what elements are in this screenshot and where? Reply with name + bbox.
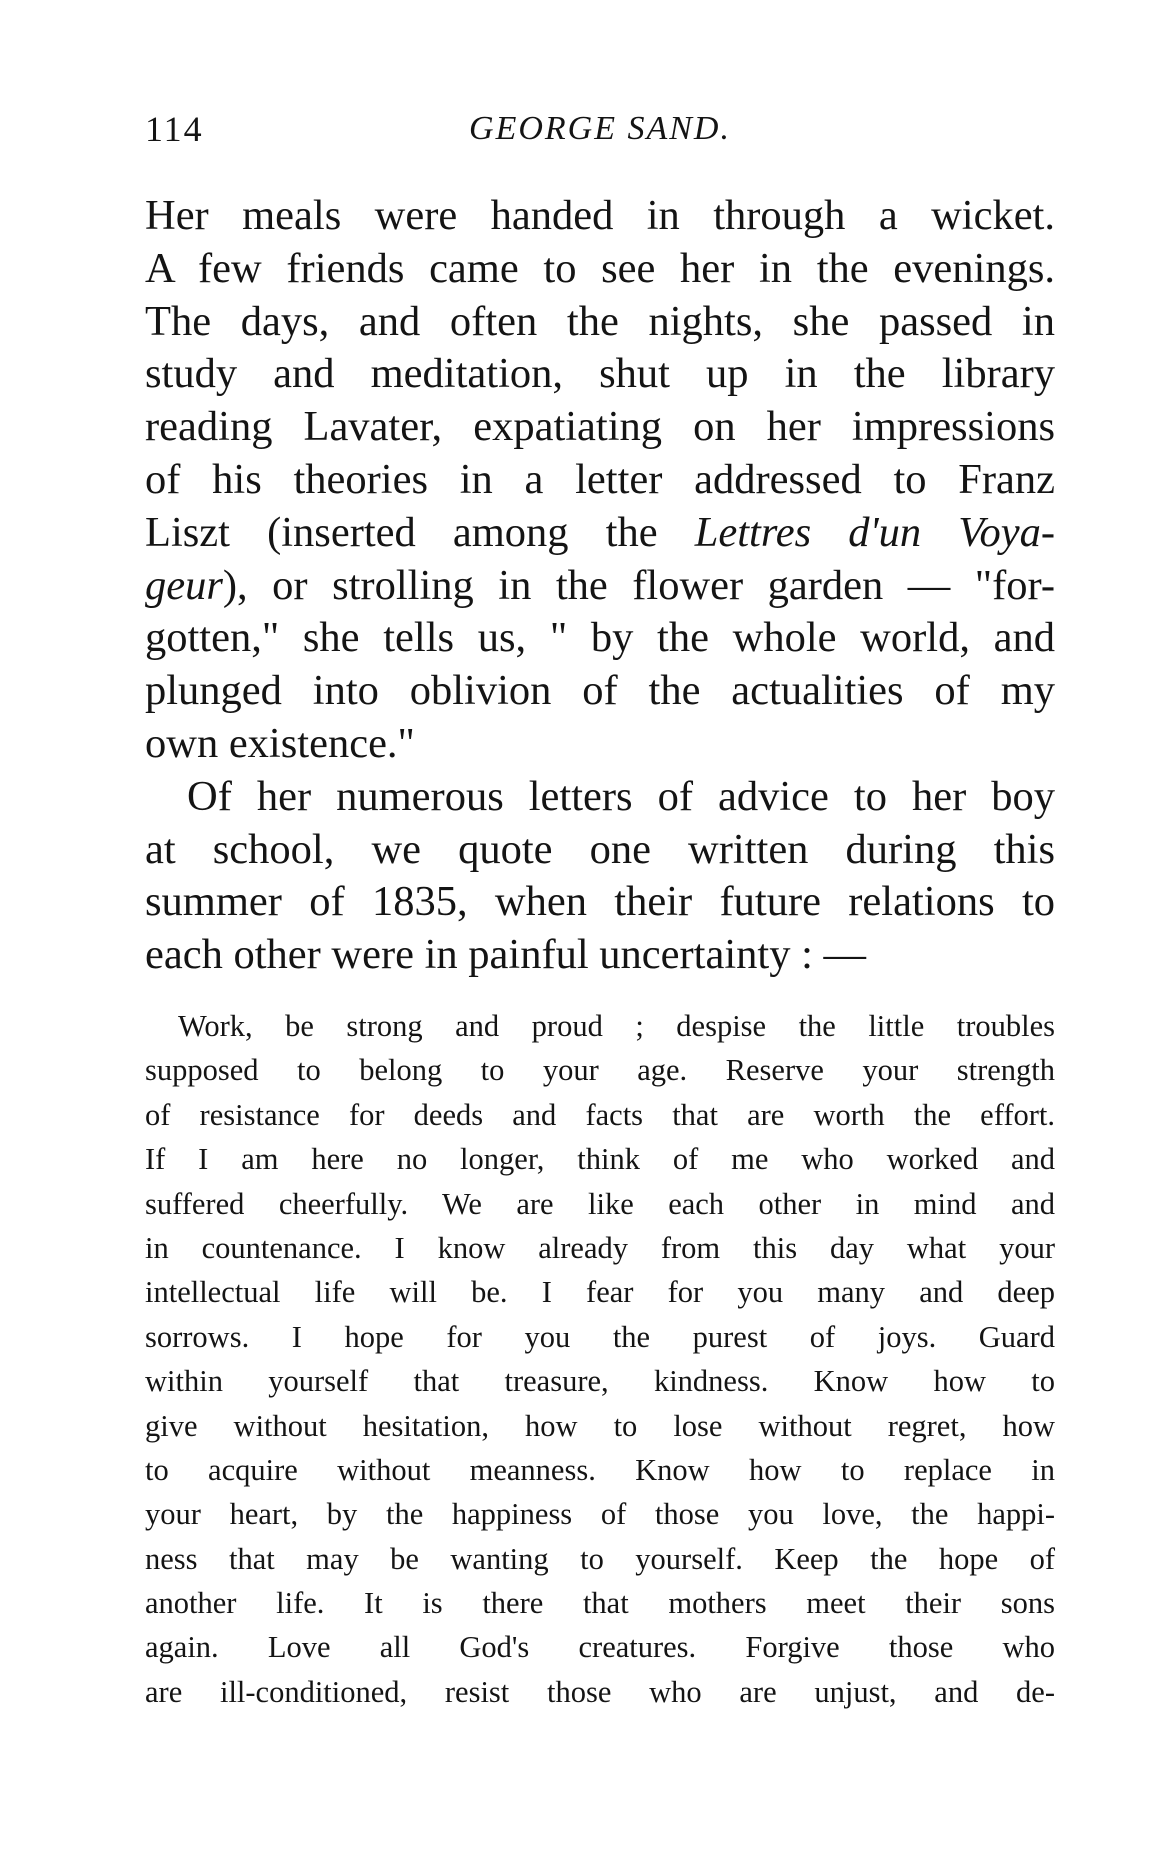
body-line: of his theories in a letter addressed to Franz [145,455,1055,503]
body-line: each other were in painful uncertainty : — [145,931,867,979]
running-head [145,107,1055,151]
quote-line: to acquire without meanness. Know how to replace in [145,1452,1055,1487]
quote-line: If I am here no longer, think of me who worked and [145,1142,1055,1177]
body-line: Of her numerous letters of advice to her boy [187,772,1055,820]
body-line: summer of 1835, when their future relations to [145,878,1055,926]
body-line: A few friends came to see her in the evenings. [145,244,1055,292]
quote-line: your heart, by the happiness of those you love, the happi- [145,1497,1055,1532]
body-line: study and meditation, shut up in the library [145,350,1055,398]
body-line-text: Liszt (inserted among the [145,508,658,556]
quote-line: suffered cheerfully. We are like each other in mind and [145,1186,1055,1221]
quote-line: give without hesitation, how to lose without regret, how [145,1408,1055,1443]
quote-line: intellectual life will be. I fear for you many and deep [145,1275,1055,1310]
quote-line: ness that may be wanting to yourself. Keep the hope of [145,1541,1055,1576]
quote-line: supposed to belong to your age. Reserve your strength [145,1053,1055,1088]
page-number: 114 [145,109,204,149]
body-line: The days, and often the nights, she passed in [145,297,1055,345]
quote-line: another life. It is there that mothers meet their sons [145,1586,1055,1621]
body-line [145,507,1055,560]
quote-line: of resistance for deeds and facts that are worth the effort. [145,1097,1055,1132]
body-line: Her meals were handed in through a wicket. [145,192,1055,239]
body-line-text: ), or strolling in the flower garden — "for- [222,561,1055,609]
body-line: gotten," she tells us, " by the whole world, and [145,614,1055,662]
body-line: at school, we quote one written during this [145,825,1055,873]
quote-line: again. Love all God's creatures. Forgive those who [145,1630,1055,1665]
quote-line: sorrows. I hope for you the purest of joys. Guard [145,1319,1055,1354]
body-line: reading Lavater, expatiating on her impressions [145,403,1055,451]
body-line: plunged into oblivion of the actualities of my [145,667,1055,715]
quote-line: in countenance. I know already from this day what your [145,1230,1055,1265]
book-title-italic: Lettres d'un Voya- [694,508,1056,556]
quote-line: are ill-conditioned, resist those who are unjust, and de- [145,1674,1055,1709]
body-text [145,190,1055,982]
body-line: own existence." [145,719,415,767]
body-line [145,560,1055,613]
quote-line: within yourself that treasure, kindness. Know how to [145,1364,1055,1399]
book-title-italic: geur [145,561,223,609]
quote-line: Work, be strong and proud ; despise the little troubles [178,1009,1055,1043]
running-title: GEORGE SAND. [469,110,731,147]
letter-quote [145,1004,1055,1714]
